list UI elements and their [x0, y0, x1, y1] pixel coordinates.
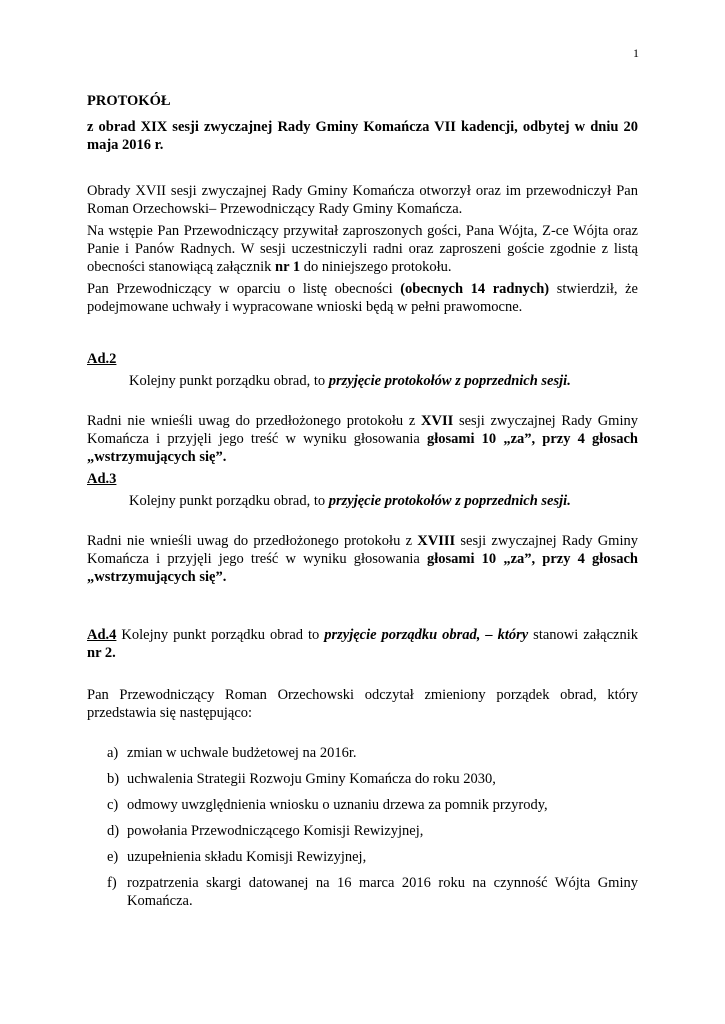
ad4-paragraph: Ad.4 Kolejny punkt porządku obrad to przyjęcie porządku obrad, – który stanowi załącznik nr 2. — [87, 627, 638, 661]
intro-paragraph-3: Pan Przewodniczący w oparciu o listę obecności (obecnych 14 radnych) stwierdził, że podejmowane uchwały i wypracowane wnioski będą w pełni prawomocne. — [87, 281, 638, 315]
ad2-heading: Ad.2 — [87, 351, 117, 367]
agenda-item: c) odmowy uwzględnienia wniosku o uznaniu drzewa za pomnik przyrody, — [107, 797, 548, 813]
intro-paragraph-2: Na wstępie Pan Przewodniczący przywitał zaproszonych gości, Pana Wójta, Z-ce Wójta oraz Panie i Panów Radnych. W sesji uczestniczyli radni oraz zaproszeni goście zgodnie z listą obecności stanowiącą załącznik nr 1 do niniejszego protokołu. — [87, 223, 638, 275]
agenda-item: d) powołania Przewodniczącego Komisji Rewizyjnej, — [107, 823, 424, 839]
agenda-item: a) zmian w uchwale budżetowej na 2016r. — [107, 745, 357, 761]
agenda-list — [87, 744, 638, 910]
ad2-item: Kolejny punkt porządku obrad, to przyjęcie protokołów z poprzednich sesji. — [129, 373, 571, 389]
ad2-paragraph: Radni nie wnieśli uwag do przedłożonego protokołu z XVII sesji zwyczajnej Rady Gminy Komańcza i przyjęli jego treść w wyniku głosowania głosami 10 „za”, przy 4 głosach „wstrzymujących się”. — [87, 413, 638, 465]
agenda-item: f) rozpatrzenia skargi datowanej na 16 marca 2016 roku na czynność Wójta Gminy Komańcza. — [107, 875, 638, 909]
page-number: 1 — [633, 46, 639, 60]
ad3-heading: Ad.3 — [87, 471, 117, 487]
ad3-item: Kolejny punkt porządku obrad, to przyjęcie protokołów z poprzednich sesji. — [129, 493, 571, 509]
agenda-item: b) uchwalenia Strategii Rozwoju Gminy Komańcza do roku 2030, — [107, 771, 496, 787]
agenda-intro: Pan Przewodniczący Roman Orzechowski odczytał zmieniony porządek obrad, który przedstawia się następująco: — [87, 687, 638, 721]
document-subtitle: z obrad XIX sesji zwyczajnej Rady Gminy Komańcza VII kadencji, odbytej w dniu 20 maja 2016 r. — [87, 119, 638, 153]
ad3-paragraph: Radni nie wnieśli uwag do przedłożonego protokołu z XVIII sesji zwyczajnej Rady Gminy Komańcza i przyjęli jego treść w wyniku głosowania głosami 10 „za”, przy 4 głosach „wstrzymujących się”. — [87, 533, 638, 585]
agenda-item: e) uzupełnienia składu Komisji Rewizyjnej, — [107, 849, 367, 865]
document-body — [87, 92, 638, 918]
intro-paragraph-1: Obrady XVII sesji zwyczajnej Rady Gminy Komańcza otworzył oraz im przewodniczył Pan Roman Orzechowski– Przewodniczący Rady Gminy Komańcza. — [87, 183, 638, 217]
document-title: PROTOKÓŁ — [87, 93, 171, 109]
